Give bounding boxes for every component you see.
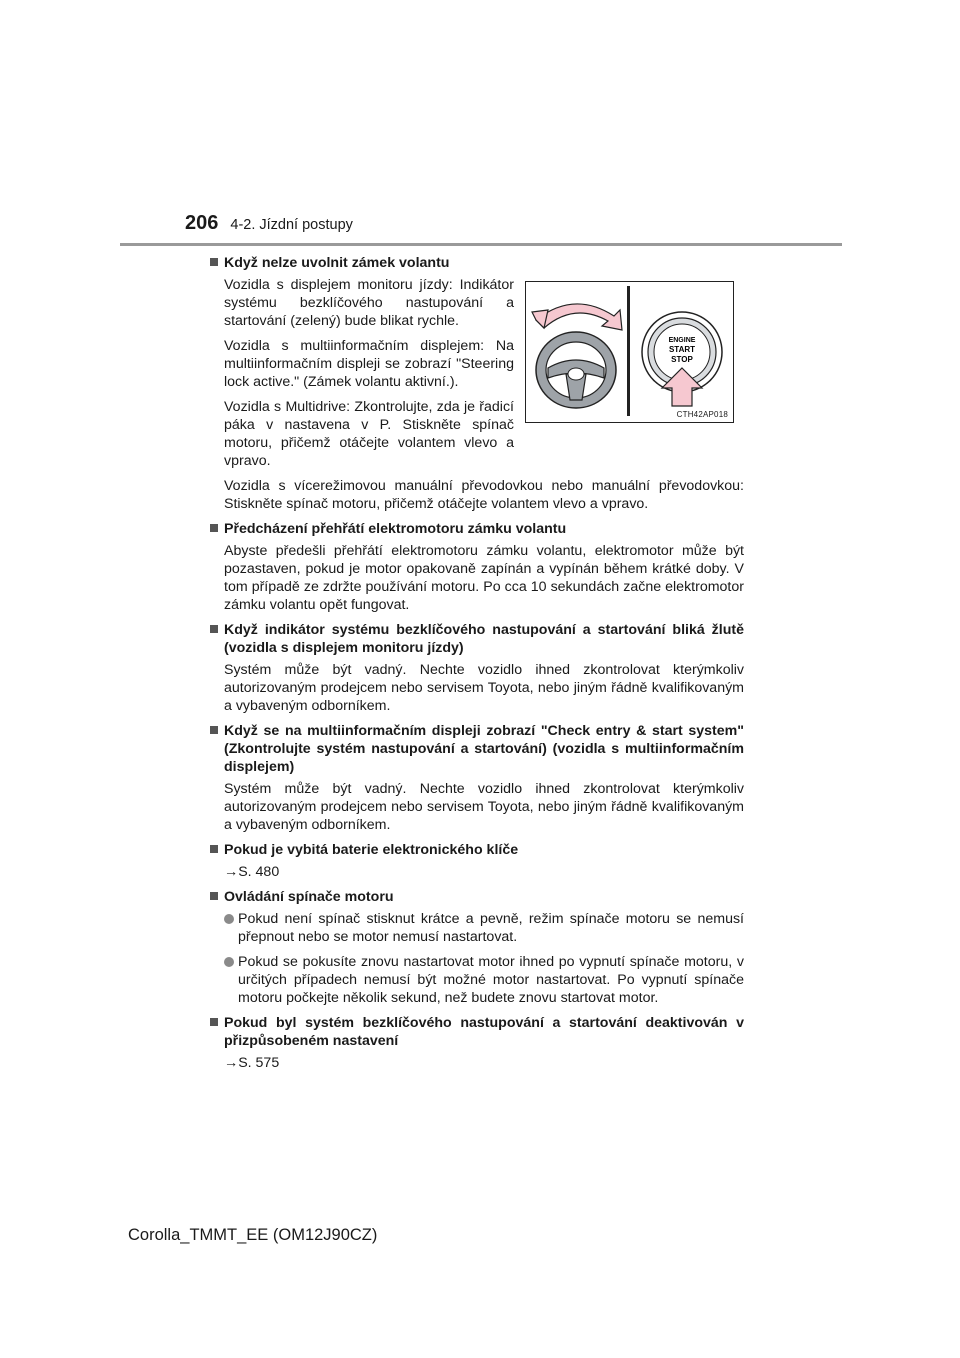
- list-item: [210, 254, 744, 513]
- square-bullet-icon: [210, 845, 218, 853]
- page-header: [185, 212, 353, 235]
- list-item: [210, 841, 744, 881]
- engine-text: ENGINE: [668, 337, 696, 344]
- header-rule: [120, 243, 842, 246]
- start-text: START: [668, 345, 696, 354]
- footer-text: Corolla_TMMT_EE (OM12J90CZ): [128, 1226, 378, 1244]
- item-title: Když se na multiinformačním displeji zobrazí "Check entry & start system" (Zkontrolujte systém nastupování a startování) (vozidla s multiinformačním displejem): [224, 723, 744, 775]
- circle-bullet-icon: [224, 957, 234, 967]
- page-reference: →S. 575: [224, 1055, 280, 1071]
- page-reference: →S. 480: [224, 864, 280, 880]
- list-item: [210, 520, 744, 614]
- item-paragraph: Abyste předešli přehřátí elektromotoru zámku volantu, elektromotor může být pozastaven, pokud je motor opakovaně zapínán a vypínán během krátké doby. V tom případě ze zdržte používání motoru. Po cca 10 sekundách začne elektromotor zámku volantu opět fungovat.: [224, 543, 744, 613]
- section-title: 4-2. Jízdní postupy: [230, 217, 353, 233]
- item-title: Pokud byl systém bezklíčového nastupování a startování deaktivován v přizpůsobeném nastavení: [224, 1015, 744, 1049]
- item-title: Pokud je vybitá baterie elektronického klíče: [224, 842, 519, 858]
- circle-bullet-icon: [224, 914, 234, 924]
- item-paragraph: Systém může být vadný. Nechte vozidlo ihned zkontrolovat kterýmkoliv autorizovaným prodejcem nebo servisem Toyota, nebo jiným řádně kvalifikovaným a vybaveným odborníkem.: [224, 662, 744, 714]
- item-paragraph: Vozidla s vícerežimovou manuální převodovkou nebo manuální převodovkou: Stiskněte spínač motoru, přičemž otáčejte volantem vlevo a vpravo.: [224, 478, 744, 512]
- square-bullet-icon: [210, 892, 218, 900]
- list-item: [210, 888, 744, 1007]
- main-content: [210, 254, 744, 1079]
- sub-bullet: [224, 953, 744, 1007]
- item-title: Když nelze uvolnit zámek volantu: [224, 255, 450, 271]
- item-paragraph: Vozidla s multiinformačním displejem: Na multiinformačním displeji se zobrazí "Steering lock active." (Zámek volantu aktivní.).: [224, 338, 514, 390]
- square-bullet-icon: [210, 625, 218, 633]
- square-bullet-icon: [210, 524, 218, 532]
- item-paragraph: Vozidla s Multidrive: Zkontrolujte, zda je řadicí páka v nastavena v P. Stiskněte spínač motoru, přičemž otáčejte volantem vlevo a vpravo.: [224, 399, 514, 469]
- figure-code: CTH42AP018: [676, 410, 728, 419]
- list-item: [210, 621, 744, 715]
- item-title: Když indikátor systému bezklíčového nastupování a startování bliká žlutě (vozidla s displejem monitoru jízdy): [224, 622, 744, 656]
- square-bullet-icon: [210, 1018, 218, 1026]
- item-paragraph: Systém může být vadný. Nechte vozidlo ihned zkontrolovat kterýmkoliv autorizovaným prodejcem nebo servisem Toyota, nebo jiným řádně kvalifikovaným a vybaveným odborníkem.: [224, 781, 744, 833]
- stop-text: STOP: [671, 355, 693, 364]
- square-bullet-icon: [210, 258, 218, 266]
- page-number: 206: [185, 212, 219, 234]
- item-title: Předcházení přehřátí elektromotoru zámku volantu: [224, 521, 567, 537]
- list-item: [210, 722, 744, 834]
- sub-bullet: [224, 910, 744, 946]
- item-title: Ovládání spínače motoru: [224, 889, 394, 905]
- item-paragraph: Vozidla s displejem monitoru jízdy: Indikátor systému bezklíčového nastupování a startování (zelený) bude blikat rychle.: [224, 277, 514, 329]
- sub-bullet-text: Pokud není spínač stisknut krátce a pevně, režim spínače motoru se nemusí přepnout nebo se motor nemusí nastartovat.: [238, 911, 744, 945]
- sub-bullet-text: Pokud se pokusíte znovu nastartovat motor ihned po vypnutí spínače motoru, v určitých případech nemusí být možné motor nastartovat. Po vypnutí spínače motoru počkejte několik sekund, než budete znovu startovat motor.: [238, 954, 744, 1006]
- list-item: [210, 1014, 744, 1072]
- square-bullet-icon: [210, 726, 218, 734]
